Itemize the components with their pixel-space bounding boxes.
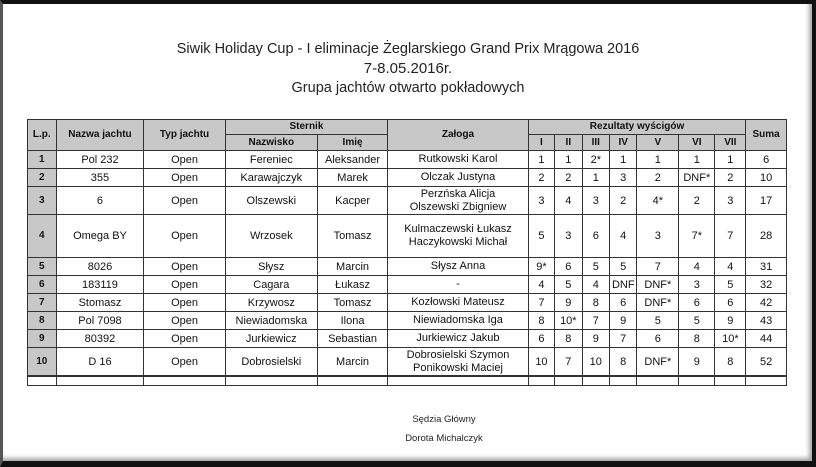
row-helm-surname: Fereniec	[225, 151, 317, 169]
row-race-result: DNF	[610, 276, 637, 294]
row-yacht-name: 8026	[56, 258, 144, 276]
row-crew	[388, 312, 529, 330]
crew-member: Olczak Justyna	[420, 171, 496, 183]
row-yacht-name: Pol 232	[56, 151, 144, 169]
row-helm-first-name: Łukasz	[317, 276, 387, 294]
row-race-result: 5	[637, 312, 679, 330]
row-helm-surname: Niewiadomska	[225, 312, 317, 330]
row-lp: 6	[28, 276, 57, 294]
row-yacht-type: Open	[144, 258, 225, 276]
crew-member: Niewiadomska Iga	[413, 314, 503, 326]
row-race-result: 6	[715, 294, 746, 312]
row-race-result: 7	[637, 258, 679, 276]
header-race-results: Rezultaty wyścigów	[528, 120, 746, 135]
row-lp: 4	[28, 215, 57, 258]
row-sum: 10	[746, 169, 787, 187]
row-crew	[388, 330, 529, 348]
row-race-result: 3	[679, 276, 715, 294]
row-helm-first-name: Aleksander	[317, 151, 387, 169]
table-row	[28, 215, 787, 258]
row-race-result: 5	[679, 312, 715, 330]
row-race-result: 1	[528, 151, 554, 169]
crew-member: -	[456, 278, 460, 290]
row-sum: 28	[746, 215, 787, 258]
row-race-result: 2	[610, 187, 637, 215]
header-race: VI	[679, 135, 715, 151]
row-yacht-type: Open	[144, 312, 225, 330]
row-race-result: 6	[555, 258, 582, 276]
header-race: I	[528, 135, 554, 151]
row-race-result: 6	[679, 294, 715, 312]
empty-cell	[388, 376, 529, 386]
crew-member: Olszewski Zbigniew	[409, 200, 507, 213]
document-title: Siwik Holiday Cup - I eliminacje Żeglarskiego Grand Prix Mrągowa 2016	[176, 41, 640, 57]
table-row	[28, 151, 787, 169]
row-race-result: 4*	[637, 187, 679, 215]
row-helm-first-name: Tomasz	[317, 215, 387, 258]
crew-member: Słysz Anna	[430, 260, 486, 272]
row-helm-first-name: Kacper	[317, 187, 387, 215]
row-helm-surname: Dobrosielski	[225, 348, 317, 377]
row-crew	[388, 348, 529, 377]
row-helm-surname: Jurkiewicz	[225, 330, 317, 348]
row-race-result: 1	[715, 151, 746, 169]
empty-cell	[715, 376, 746, 386]
empty-cell	[610, 376, 637, 386]
row-yacht-type: Open	[144, 187, 225, 215]
row-helm-first-name: Tomasz	[317, 294, 387, 312]
row-race-result: 1	[555, 151, 582, 169]
row-race-result: 7	[715, 215, 746, 258]
row-crew	[388, 169, 529, 187]
row-helm-surname: Cagara	[225, 276, 317, 294]
row-race-result: 10	[582, 348, 609, 377]
row-lp: 8	[28, 312, 57, 330]
results-table	[27, 119, 787, 386]
row-yacht-name: 80392	[56, 330, 144, 348]
row-lp: 7	[28, 294, 57, 312]
row-helm-surname: Słysz	[225, 258, 317, 276]
row-race-result: 10*	[555, 312, 582, 330]
row-race-result: 9	[555, 294, 582, 312]
row-race-result: 3	[555, 215, 582, 258]
header-race: V	[637, 135, 679, 151]
row-race-result: 2*	[582, 151, 609, 169]
row-race-result: 8	[582, 294, 609, 312]
row-race-result: 4	[610, 215, 637, 258]
crew-member: Dobrosielski Szymon	[406, 348, 510, 361]
crew-member: Haczykowski Michał	[408, 236, 508, 248]
empty-cell	[56, 376, 144, 386]
row-race-result: 6	[637, 330, 679, 348]
header-sum: Suma	[746, 120, 787, 151]
row-race-result: 8	[528, 312, 554, 330]
empty-cell	[317, 376, 387, 386]
header-yacht-type: Typ jachtu	[144, 120, 225, 151]
event-dates: 7-8.05.2016r.	[363, 60, 453, 77]
row-yacht-type: Open	[144, 151, 225, 169]
row-yacht-name: Stomasz	[56, 294, 144, 312]
row-race-result: 3	[528, 187, 554, 215]
table-row	[28, 312, 787, 330]
row-yacht-name: 6	[56, 187, 144, 215]
row-race-result: 5	[528, 215, 554, 258]
empty-cell	[637, 376, 679, 386]
header-crew: Załoga	[388, 120, 529, 151]
row-race-result: 4	[528, 276, 554, 294]
row-race-result: 7*	[679, 215, 715, 258]
header-race: II	[555, 135, 582, 151]
row-lp: 5	[28, 258, 57, 276]
row-race-result: 5	[610, 258, 637, 276]
empty-cell	[28, 376, 57, 386]
crew-member: Ponikowski Maciej	[413, 361, 503, 374]
row-yacht-type: Open	[144, 169, 225, 187]
crew-member: Kozłowski Mateusz	[411, 296, 505, 308]
empty-cell	[528, 376, 554, 386]
row-race-result: 3	[610, 169, 637, 187]
row-race-result: 7	[555, 348, 582, 377]
header-first-name: Imię	[317, 135, 387, 151]
row-helm-surname: Krzywosz	[225, 294, 317, 312]
group-name: Grupa jachtów otwarto pokładowych	[291, 80, 525, 96]
row-race-result: 8	[555, 330, 582, 348]
table-row	[28, 294, 787, 312]
row-race-result: 1	[637, 151, 679, 169]
crew-member: Rutkowski Karol	[418, 153, 498, 165]
header-yacht-name: Nazwa jachtu	[56, 120, 144, 151]
row-yacht-type: Open	[144, 348, 225, 377]
row-sum: 43	[746, 312, 787, 330]
row-race-result: 6	[582, 215, 609, 258]
row-crew	[388, 294, 529, 312]
row-race-result: 5	[582, 258, 609, 276]
row-crew	[388, 215, 529, 258]
row-race-result: 3	[715, 187, 746, 215]
empty-cell	[582, 376, 609, 386]
row-race-result: 4	[555, 187, 582, 215]
row-race-result: 8	[679, 330, 715, 348]
row-race-result: 1	[679, 151, 715, 169]
row-lp: 9	[28, 330, 57, 348]
row-race-result: 2	[528, 169, 554, 187]
row-race-result: 5	[555, 276, 582, 294]
row-lp: 1	[28, 151, 57, 169]
row-race-result: 10	[528, 348, 554, 377]
row-yacht-name: D 16	[56, 348, 144, 377]
row-race-result: 4	[715, 258, 746, 276]
crew-member: Jurkiewicz Jakub	[416, 332, 500, 344]
empty-cell	[679, 376, 715, 386]
table-row	[28, 348, 787, 377]
crew-member: Perzńska Alicja	[420, 187, 496, 200]
row-race-result: 7	[528, 294, 554, 312]
row-race-result: 9	[679, 348, 715, 377]
row-race-result: 6	[528, 330, 554, 348]
row-race-result: 4	[679, 258, 715, 276]
row-race-result: 1	[610, 151, 637, 169]
row-helm-first-name: Marek	[317, 169, 387, 187]
row-lp: 3	[28, 187, 57, 215]
row-helm-first-name: Marcin	[317, 348, 387, 377]
row-race-result: 9	[610, 312, 637, 330]
row-yacht-name: 183119	[56, 276, 144, 294]
empty-cell	[746, 376, 787, 386]
row-race-result: 9	[715, 312, 746, 330]
row-helm-first-name: Ilona	[317, 312, 387, 330]
row-yacht-type: Open	[144, 330, 225, 348]
row-yacht-name: Pol 7098	[56, 312, 144, 330]
header-race: IV	[610, 135, 637, 151]
header-race: III	[582, 135, 609, 151]
row-race-result: 4	[582, 276, 609, 294]
row-helm-surname: Karawajczyk	[225, 169, 317, 187]
row-helm-first-name: Sebastian	[317, 330, 387, 348]
row-sum: 42	[746, 294, 787, 312]
row-race-result: DNF*	[637, 294, 679, 312]
row-yacht-type: Open	[144, 215, 225, 258]
row-race-result: DNF*	[637, 348, 679, 377]
table-row	[28, 258, 787, 276]
row-race-result: 2	[679, 187, 715, 215]
header-helm: Sternik	[225, 120, 388, 135]
table-row	[28, 330, 787, 348]
empty-cell	[144, 376, 225, 386]
row-sum: 44	[746, 330, 787, 348]
crew-member: Kulmaczewski Łukasz	[404, 223, 512, 235]
row-helm-surname: Wrzosek	[225, 215, 317, 258]
empty-cell	[555, 376, 582, 386]
table-row	[28, 276, 787, 294]
row-race-result: DNF*	[679, 169, 715, 187]
row-race-result: 9	[582, 330, 609, 348]
row-helm-surname: Olszewski	[225, 187, 317, 215]
row-race-result: 7	[582, 312, 609, 330]
table-row	[28, 169, 787, 187]
row-race-result: 8	[610, 348, 637, 377]
table-row-empty	[28, 376, 787, 386]
row-crew	[388, 258, 529, 276]
row-race-result: 1	[582, 169, 609, 187]
row-race-result: 7	[610, 330, 637, 348]
table-row	[28, 187, 787, 215]
row-race-result: 2	[637, 169, 679, 187]
row-sum: 17	[746, 187, 787, 215]
row-race-result: 3	[637, 215, 679, 258]
row-lp: 2	[28, 169, 57, 187]
row-race-result: 3	[582, 187, 609, 215]
row-sum: 52	[746, 348, 787, 377]
row-sum: 32	[746, 276, 787, 294]
row-race-result: 6	[610, 294, 637, 312]
row-yacht-type: Open	[144, 276, 225, 294]
row-race-result: 9*	[528, 258, 554, 276]
row-sum: 31	[746, 258, 787, 276]
header-race: VII	[715, 135, 746, 151]
row-race-result: 10*	[715, 330, 746, 348]
row-race-result: DNF*	[637, 276, 679, 294]
row-crew	[388, 276, 529, 294]
judge-name: Dorota Michalczyk	[405, 433, 483, 444]
row-crew	[388, 187, 529, 215]
row-race-result: 2	[555, 169, 582, 187]
row-lp: 10	[28, 348, 57, 377]
row-race-result: 8	[715, 348, 746, 377]
row-crew	[388, 151, 529, 169]
empty-cell	[225, 376, 317, 386]
header-surname: Nazwisko	[225, 135, 317, 151]
row-yacht-type: Open	[144, 294, 225, 312]
judge-title: Sędzia Główny	[412, 414, 476, 425]
row-sum: 6	[746, 151, 787, 169]
header-lp: L.p.	[28, 120, 57, 151]
row-helm-first-name: Marcin	[317, 258, 387, 276]
row-race-result: 5	[715, 276, 746, 294]
row-yacht-name: 355	[56, 169, 144, 187]
row-yacht-name: Omega BY	[56, 215, 144, 258]
row-race-result: 2	[715, 169, 746, 187]
